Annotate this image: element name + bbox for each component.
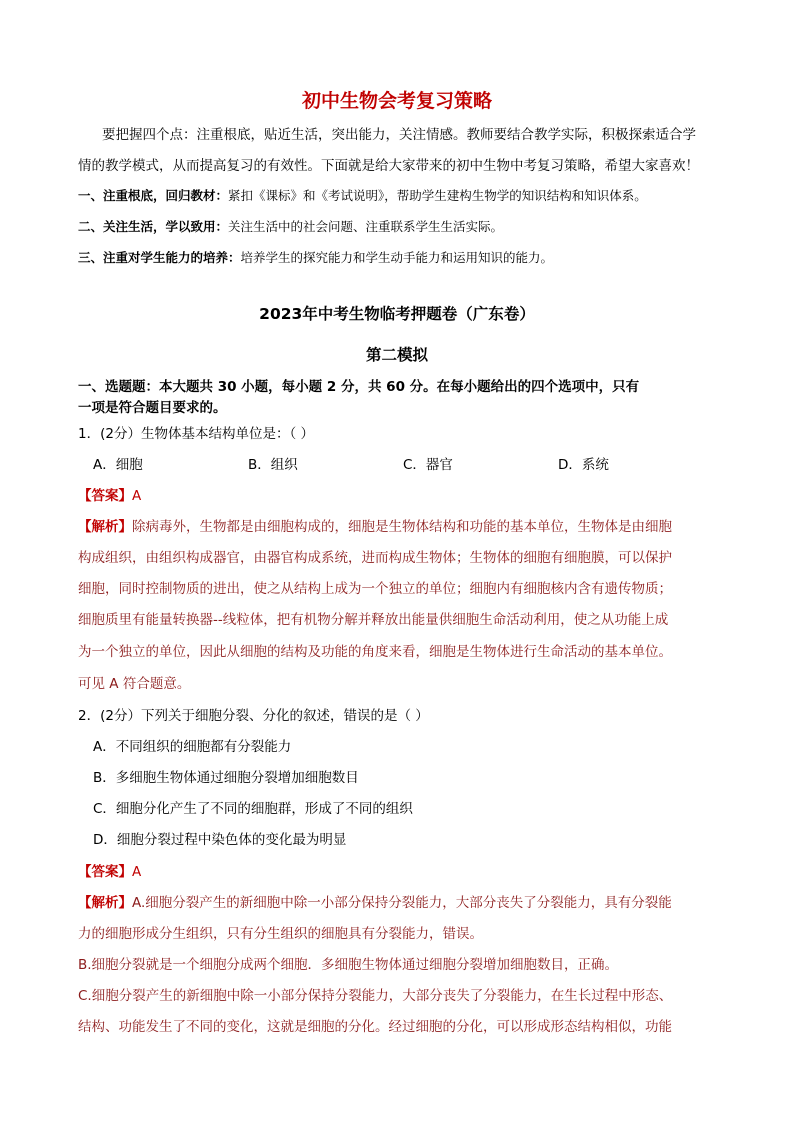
analysis-line: B.细胞分裂就是一个细胞分成两个细胞．多细胞生物体通过细胞分裂增加细胞数目，正确。 [78, 957, 619, 973]
analysis-line: 为一个独立的单位，因此从细胞的结构及功能的角度来看，细胞是生物体进行生命活动的基本单位。 [78, 644, 672, 660]
analysis-line: 细胞质里有能量转换器--线粒体，把有机物分解并释放出能量供细胞生命活动利用，使之从功能上成 [78, 612, 669, 628]
strategy-point [78, 218, 503, 236]
analysis-line: 结构、功能发生了不同的变化，这就是细胞的分化。经过细胞的分化，可以形成形态结构相似，功能 [78, 1019, 672, 1035]
section-instruction: 一、选题题：本大题共 30 小题，每小题 2 分，共 60 分。在每小题给出的四个选项中，只有 [78, 379, 640, 395]
strategy-text: 紧扣《课标》和《考试说明》，帮助学生建构生物学的知识结构和知识体系。 [228, 188, 647, 203]
section-instruction: 一项是符合题目要求的。 [78, 400, 227, 416]
analysis-line [78, 518, 672, 536]
strategy-text: 关注生活中的社会问题、注重联系学生生活实际。 [228, 219, 504, 234]
intro-line: 要把握四个点：注重根底，贴近生活，突出能力，关注情感。教师要结合教学实际，积极探索适合学 [102, 127, 696, 143]
analysis-line [78, 894, 672, 912]
analysis-line: 细胞，同时控制物质的进出，使之从结构上成为一个独立的单位；细胞内有细胞核内含有遗传物质； [78, 581, 672, 597]
strategy-label: 一、注重根底，回归教材： [78, 188, 229, 203]
exam-subtitle: 第二模拟 [365, 346, 428, 364]
answer-label: 【答案】 [78, 488, 132, 504]
analysis-line: 构成组织，由组织构成器官，由器官构成系统，进而构成生物体；生物体的细胞有细胞膜，可以保护 [78, 550, 672, 566]
option-d: D．系统 [558, 457, 609, 473]
question-stem: 1．(2分）生物体基本结构单位是：（ ） [78, 426, 314, 442]
question-stem: 2．(2分）下列关于细胞分裂、分化的叙述，错误的是（ ） [78, 708, 429, 724]
analysis-line: 力的细胞形成分生组织，只有分生组织的细胞具有分裂能力，错误。 [78, 926, 483, 942]
page-title: 初中生物会考复习策略 [301, 90, 492, 112]
analysis-label: 【解析】 [78, 519, 132, 535]
strategy-point [78, 187, 647, 205]
option-a: A．细胞 [93, 457, 143, 473]
intro-line: 情的教学模式，从而提高复习的有效性。下面就是给大家带来的初中生物中考复习策略，希望大家喜欢！ [78, 158, 699, 174]
strategy-text: 培养学生的探究能力和学生动手能力和运用知识的能力。 [240, 250, 554, 265]
analysis-text: A.细胞分裂产生的新细胞中除一小部分保持分裂能力，大部分丧失了分裂能力，具有分裂能 [132, 895, 672, 911]
option-b: B．多细胞生物体通过细胞分裂增加细胞数目 [93, 770, 359, 786]
analysis-line: C.细胞分裂产生的新细胞中除一小部分保持分裂能力，大部分丧失了分裂能力，在生长过程中形态、 [78, 988, 673, 1004]
option-c: C．器官 [403, 457, 453, 473]
analysis-text: 除病毒外，生物都是由细胞构成的，细胞是生物体结构和功能的基本单位，生物体是由细胞 [132, 519, 672, 535]
option-d: D．细胞分裂过程中染色体的变化最为明显 [93, 832, 347, 848]
answer-line [78, 487, 141, 505]
option-a: A．不同组织的细胞都有分裂能力 [93, 739, 292, 755]
answer-value: A [132, 488, 142, 504]
analysis-line: 可见 A 符合题意。 [78, 676, 191, 692]
option-b: B．组织 [248, 457, 298, 473]
answer-line [78, 863, 141, 881]
analysis-label: 【解析】 [78, 895, 132, 911]
answer-value: A [132, 864, 142, 880]
strategy-label: 二、关注生活，学以致用： [78, 219, 229, 234]
option-c: C．细胞分化产生了不同的细胞群，形成了不同的组织 [93, 801, 413, 817]
strategy-label: 三、注重对学生能力的培养： [78, 250, 241, 265]
strategy-point [78, 249, 553, 267]
answer-label: 【答案】 [78, 864, 132, 880]
exam-title: 2023年中考生物临考押题卷（广东卷） [259, 305, 535, 323]
